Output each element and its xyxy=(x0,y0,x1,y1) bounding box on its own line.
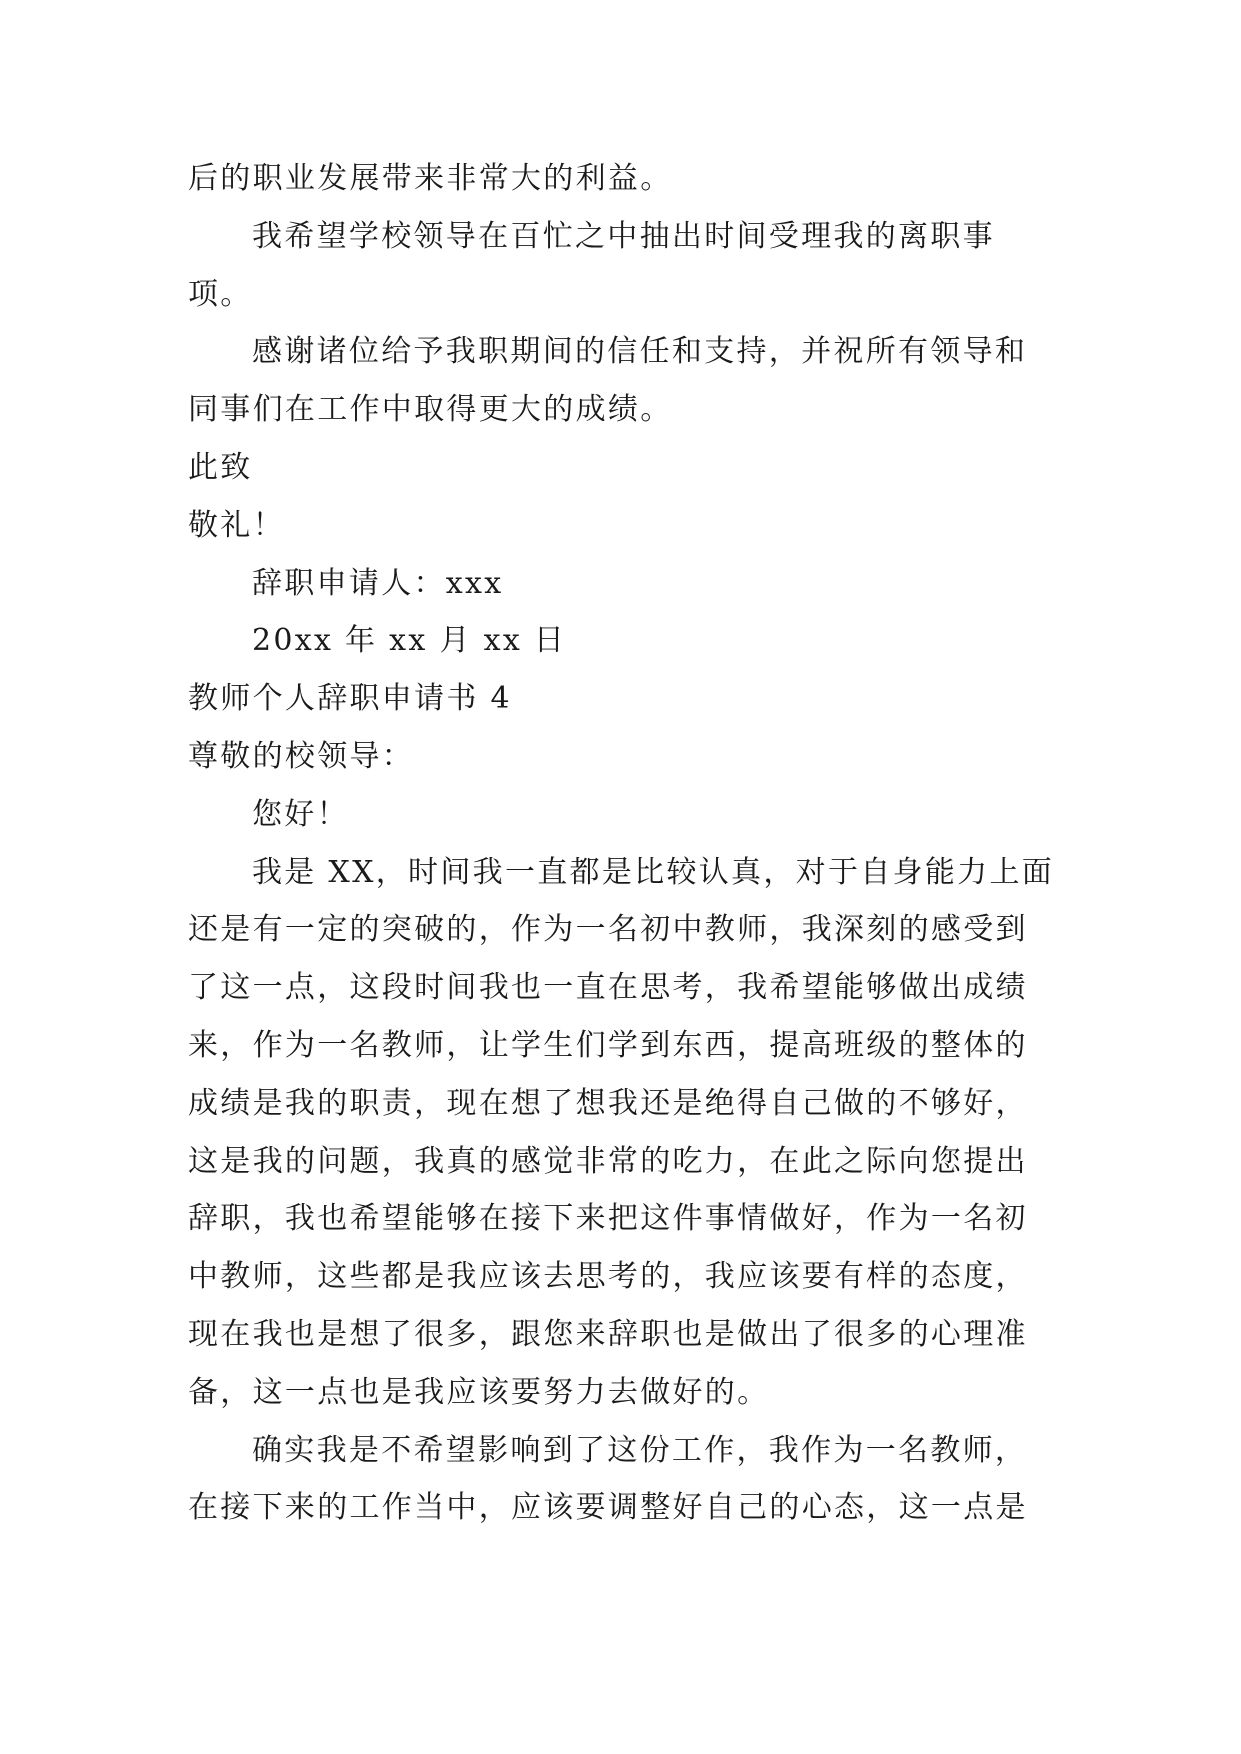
closing-line: 此致 xyxy=(188,449,253,485)
text-line: 这是我的问题，我真的感觉非常的吃力，在此之际向您提出 xyxy=(188,1143,1028,1179)
text-line: 了这一点，这段时间我也一直在思考，我希望能够做出成绩 xyxy=(188,970,1028,1006)
greeting: 您好！ xyxy=(252,796,349,832)
text-line: 同事们在工作中取得更大的成绩。 xyxy=(188,392,673,428)
text-line: 成绩是我的职责，现在想了想我还是绝得自己做的不够好， xyxy=(188,1085,1028,1121)
text-line: 确实我是不希望影响到了这份工作，我作为一名教师， xyxy=(252,1432,1028,1468)
text-line: 还是有一定的突破的，作为一名初中教师，我深刻的感受到 xyxy=(188,912,1028,948)
text-line: 辞职，我也希望能够在接下来把这件事情做好，作为一名初 xyxy=(188,1201,1028,1237)
date-line: 20xx 年 xx 月 xx 日 xyxy=(252,623,567,659)
text-line: 来，作为一名教师，让学生们学到东西，提高班级的整体的 xyxy=(188,1027,1028,1063)
signature-line: 辞职申请人：xxx xyxy=(252,565,504,601)
salutation: 尊敬的校领导： xyxy=(188,738,415,774)
text-line: 现在我也是想了很多，跟您来辞职也是做出了很多的心理准 xyxy=(188,1316,1028,1352)
text-line: 我希望学校领导在百忙之中抽出时间受理我的离职事 xyxy=(252,218,995,254)
text-line: 备，这一点也是我应该要努力去做好的。 xyxy=(188,1374,770,1410)
text-line: 后的职业发展带来非常大的利益。 xyxy=(188,161,673,196)
text-line: 中教师，这些都是我应该去思考的，我应该要有样的态度， xyxy=(188,1259,1028,1295)
section-title: 教师个人辞职申请书 4 xyxy=(188,681,512,717)
document-body xyxy=(188,150,1068,1537)
closing-salute: 敬礼！ xyxy=(188,507,285,543)
text-line: 项。 xyxy=(188,276,253,312)
text-line: 感谢诸位给予我职期间的信任和支持，并祝所有领导和 xyxy=(252,334,1028,370)
text-line: 在接下来的工作当中，应该要调整好自己的心态，这一点是 xyxy=(188,1490,1028,1526)
text-line: 我是 XX，时间我一直都是比较认真，对于自身能力上面 xyxy=(252,854,1055,890)
